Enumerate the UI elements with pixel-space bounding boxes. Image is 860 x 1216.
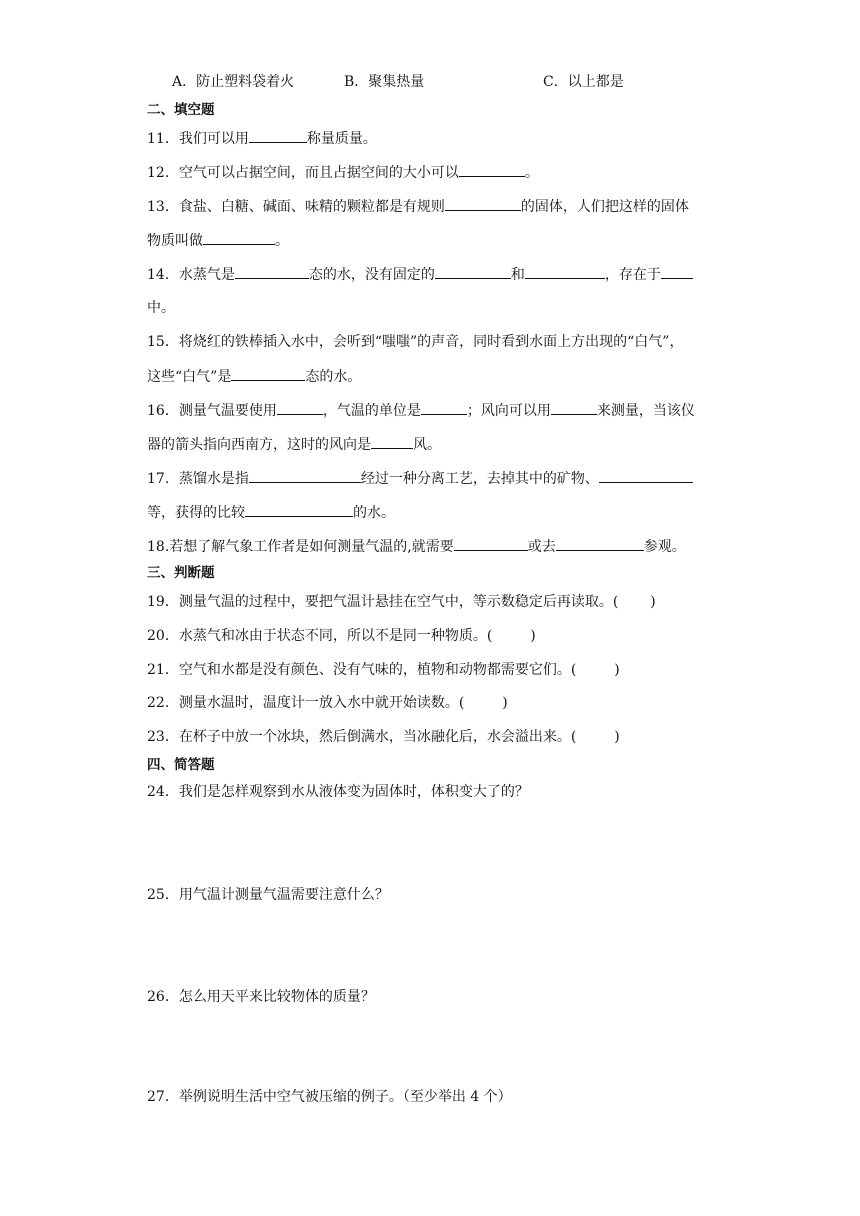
question-18: 18.若想了解气象工作者是如何测量气温的,就需要 或去 参观。 bbox=[147, 536, 686, 557]
question-23: 23．在杯子中放一个冰块，然后倒满水，当冰融化后，水会溢出来。( ) bbox=[147, 729, 620, 745]
question-20: 20．水蒸气和冰由于状态不同，所以不是同一种物质。( ) bbox=[147, 628, 536, 644]
answer-blank[interactable] bbox=[277, 400, 323, 415]
question-11: 11．我们可以用 称量质量。 bbox=[147, 128, 377, 149]
answer-blank[interactable] bbox=[454, 536, 528, 551]
section-short-heading: 四、简答题 bbox=[147, 757, 215, 773]
answer-blank[interactable] bbox=[525, 264, 605, 279]
question-17: 17．蒸馏水是指 经过一种分离工艺，去掉其中的矿物、 bbox=[147, 468, 693, 489]
question-21: 21．空气和水都是没有颜色、没有气味的，植物和动物都需要它们。( ) bbox=[147, 662, 620, 678]
answer-blank[interactable] bbox=[371, 434, 413, 449]
question-26: 26．怎么用天平来比较物体的质量？ bbox=[147, 989, 375, 1005]
question-16: 16．测量气温要使用 ，气温的单位是 ；风向可以用 来测量，当该仪 bbox=[147, 400, 695, 421]
answer-blank[interactable] bbox=[556, 536, 644, 551]
question-15: 15．将烧红的铁棒插入水中，会听到“嗤嗤”的声音，同时看到水面上方出现的“白气”， bbox=[147, 334, 684, 350]
answer-blank[interactable] bbox=[445, 196, 521, 211]
option-a: A．防止塑料袋着火 bbox=[172, 74, 295, 90]
question-19: 19．测量气温的过程中，要把气温计悬挂在空气中，等示数稳定后再读取。( ) bbox=[147, 594, 656, 610]
answer-blank[interactable] bbox=[421, 400, 467, 415]
answer-blank[interactable] bbox=[203, 230, 275, 245]
option-c: C．以上都是 bbox=[543, 74, 624, 90]
answer-blank[interactable] bbox=[245, 502, 353, 517]
question-17-cont: 等，获得的比较 的水。 bbox=[147, 502, 395, 523]
question-14-cont: 中。 bbox=[147, 300, 175, 316]
question-24: 24．我们是怎样观察到水从液体变为固体时，体积变大了的？ bbox=[147, 784, 529, 800]
answer-blank[interactable] bbox=[599, 468, 693, 483]
answer-blank[interactable] bbox=[235, 264, 309, 279]
question-15-cont: 这些“白气”是 态的水。 bbox=[147, 366, 361, 387]
question-25: 25．用气温计测量气温需要注意什么？ bbox=[147, 887, 389, 903]
answer-blank[interactable] bbox=[249, 128, 307, 143]
answer-blank[interactable] bbox=[459, 162, 525, 177]
question-13-cont: 物质叫做 。 bbox=[147, 230, 289, 251]
question-27: 27．举例说明生活中空气被压缩的例子。（至少举出 4 个） bbox=[147, 1089, 512, 1105]
question-13: 13．食盐、白糖、碱面、味精的颗粒都是有规则 的固体，人们把这样的固体 bbox=[147, 196, 689, 217]
question-12: 12．空气可以占据空间，而且占据空间的大小可以 。 bbox=[147, 162, 539, 183]
answer-blank[interactable] bbox=[249, 468, 361, 483]
answer-blank[interactable] bbox=[661, 264, 693, 279]
option-b: B．聚集热量 bbox=[344, 74, 425, 90]
section-fill-heading: 二、填空题 bbox=[147, 102, 215, 118]
answer-blank[interactable] bbox=[231, 366, 305, 381]
answer-blank[interactable] bbox=[435, 264, 511, 279]
answer-blank[interactable] bbox=[551, 400, 597, 415]
question-14: 14．水蒸气是 态的水，没有固定的 和 ，存在于 bbox=[147, 264, 693, 285]
question-22: 22．测量水温时，温度计一放入水中就开始读数。( ) bbox=[147, 695, 508, 711]
question-16-cont: 器的箭头指向西南方，这时的风向是 风。 bbox=[147, 434, 441, 455]
section-judge-heading: 三、判断题 bbox=[147, 565, 215, 581]
